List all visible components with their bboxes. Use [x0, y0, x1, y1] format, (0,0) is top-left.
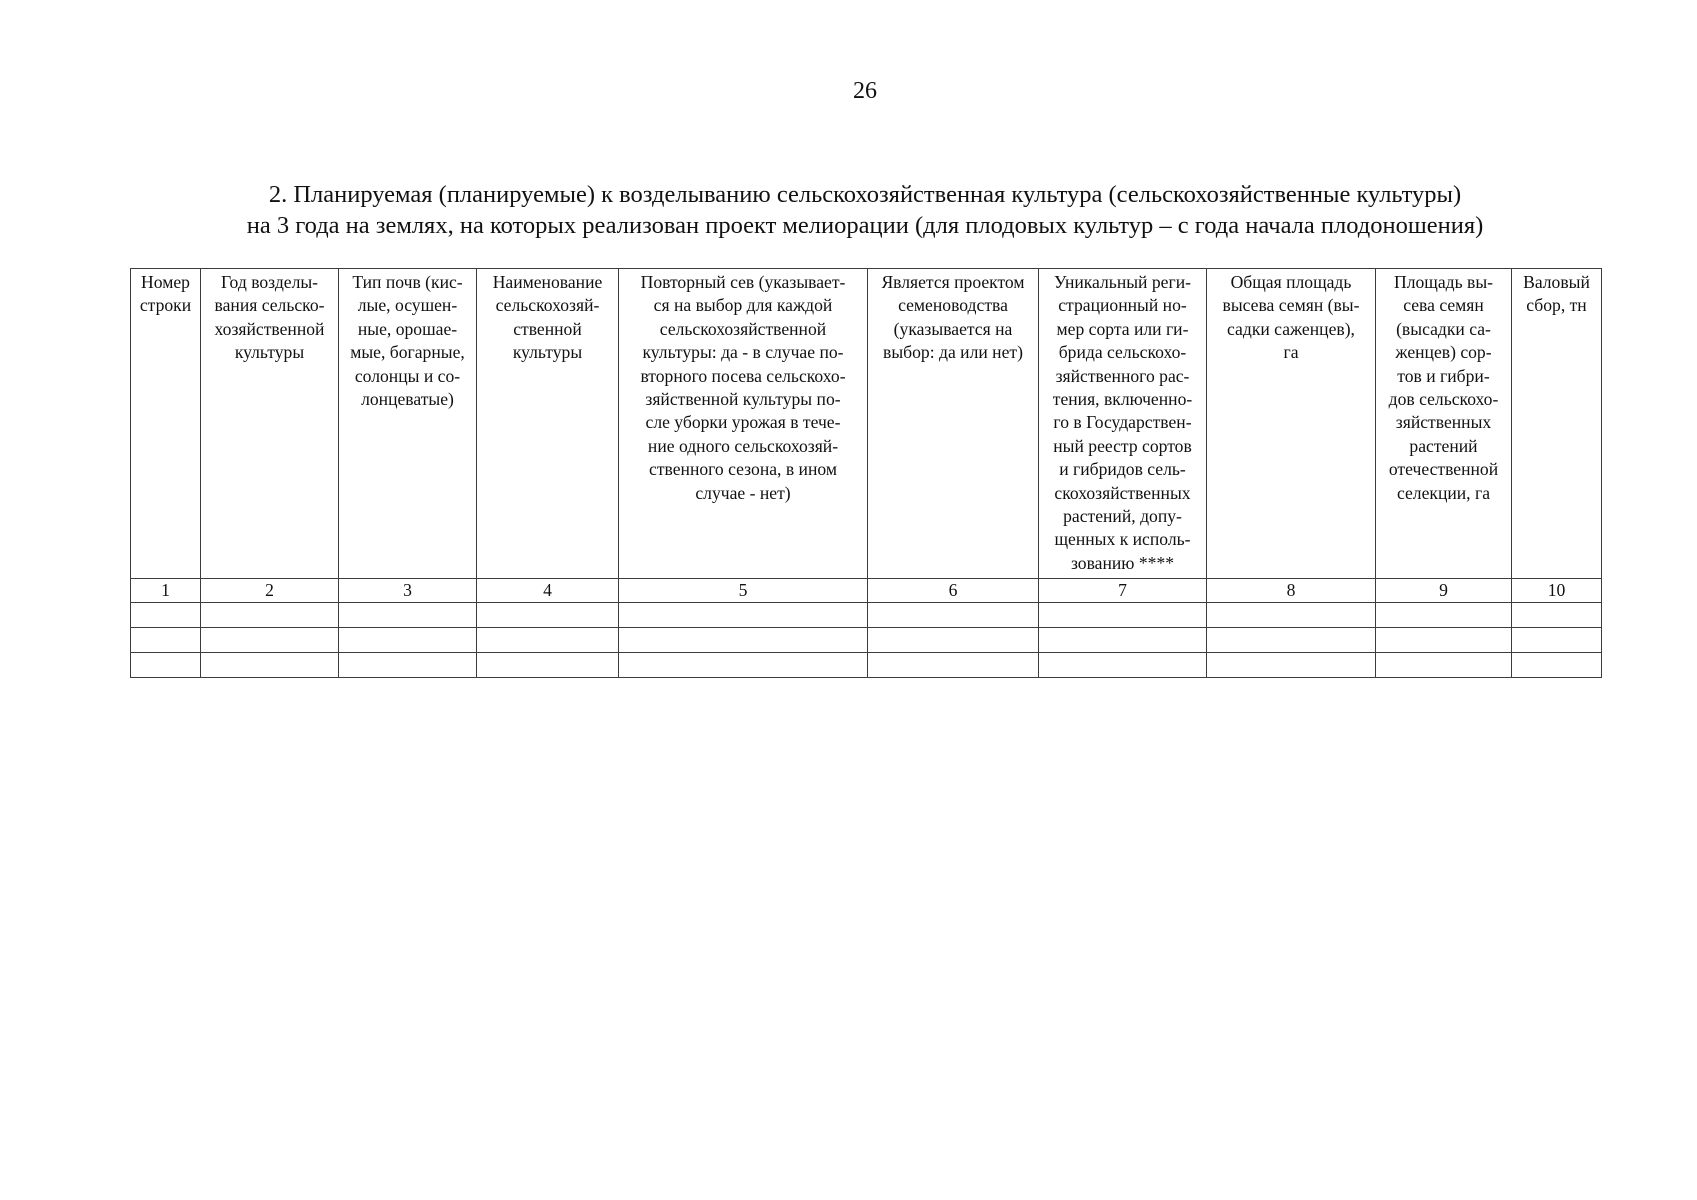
table-cell: [477, 653, 619, 678]
table-cell: [339, 628, 477, 653]
table-cell: [1512, 628, 1602, 653]
header-cell-seed-project: Является проектом семеноводства (указывается на выбор: да или нет): [868, 269, 1039, 579]
table-cell: [201, 653, 339, 678]
header-cell-domestic-area: Площадь вы- сева семян (высадки са- женцев) сор- тов и гибри- дов сельскохо- зяйственных растений отечественной селекции, га: [1376, 269, 1512, 579]
column-number: 8: [1207, 579, 1376, 603]
table-row: [131, 628, 1602, 653]
page-number: 26: [853, 78, 877, 104]
column-number: 1: [131, 579, 201, 603]
table-cell: [339, 653, 477, 678]
table-row: [131, 653, 1602, 678]
table-cell: [1039, 653, 1207, 678]
table-cell: [1039, 628, 1207, 653]
table-cell: [201, 603, 339, 628]
table-cell: [1207, 653, 1376, 678]
column-number: 7: [1039, 579, 1207, 603]
table-row: [131, 603, 1602, 628]
table-cell: [868, 653, 1039, 678]
table-cell: [131, 653, 201, 678]
header-cell-repeat-sowing: Повторный сев (указывает- ся на выбор для каждой сельскохозяйственной культуры: да - в случае по- вторного посева сельскохо- зяйственной культуры по- сле уборки урожая в тече- ние одного сельскохозяй- ственного сезона, в ином случае - нет): [619, 269, 868, 579]
table-cell: [1512, 603, 1602, 628]
header-cell-gross-harvest: Валовый сбор, тн: [1512, 269, 1602, 579]
table-cell: [477, 628, 619, 653]
header-cell-row-number: Номер строки: [131, 269, 201, 579]
table-cell: [477, 603, 619, 628]
column-number: 6: [868, 579, 1039, 603]
table-cell: [619, 653, 868, 678]
section-title-line-1: 2. Планируемая (планируемые) к возделыванию сельскохозяйственная культура (сельскохозяйственные культуры): [268, 181, 1462, 208]
column-number: 4: [477, 579, 619, 603]
header-cell-cultivation-year: Год возделы- вания сельско- хозяйственной культуры: [201, 269, 339, 579]
header-cell-crop-name: Наименование сельскохозяй- ственной культуры: [477, 269, 619, 579]
column-number: 3: [339, 579, 477, 603]
table-cell: [1207, 628, 1376, 653]
table-header-row: [131, 269, 1602, 579]
table-cell: [868, 603, 1039, 628]
section-title: [130, 179, 1600, 241]
table-cell: [1376, 603, 1512, 628]
column-number: 10: [1512, 579, 1602, 603]
column-number: 2: [201, 579, 339, 603]
table-cell: [1039, 603, 1207, 628]
table-cell: [339, 603, 477, 628]
header-cell-soil-type: Тип почв (кис- лые, осушен- ные, орошае- мые, богарные, солонцы и со- лонцеватые): [339, 269, 477, 579]
section-title-line-2: на 3 года на землях, на которых реализован проект мелиорации (для плодовых культур – с года начала плодоношения): [246, 212, 1484, 239]
column-number: 9: [1376, 579, 1512, 603]
crop-plan-table: [130, 268, 1602, 678]
table-cell: [1512, 653, 1602, 678]
table-cell: [1376, 653, 1512, 678]
table-cell: [619, 628, 868, 653]
header-cell-total-area: Общая площадь высева семян (вы- садки саженцев), га: [1207, 269, 1376, 579]
table-cell: [1376, 628, 1512, 653]
column-number-row: [131, 579, 1602, 603]
table-cell: [131, 603, 201, 628]
table-cell: [619, 603, 868, 628]
table-cell: [868, 628, 1039, 653]
table-cell: [131, 628, 201, 653]
header-cell-registration-number: Уникальный реги- страционный но- мер сорта или ги- брида сельскохо- зяйственного рас- тения, включенно- го в Государствен- ный реестр сортов и гибридов сель- скохозяйственных растений, допу- щенных к исполь- зованию ****: [1039, 269, 1207, 579]
table-cell: [1207, 603, 1376, 628]
column-number: 5: [619, 579, 868, 603]
table-cell: [201, 628, 339, 653]
